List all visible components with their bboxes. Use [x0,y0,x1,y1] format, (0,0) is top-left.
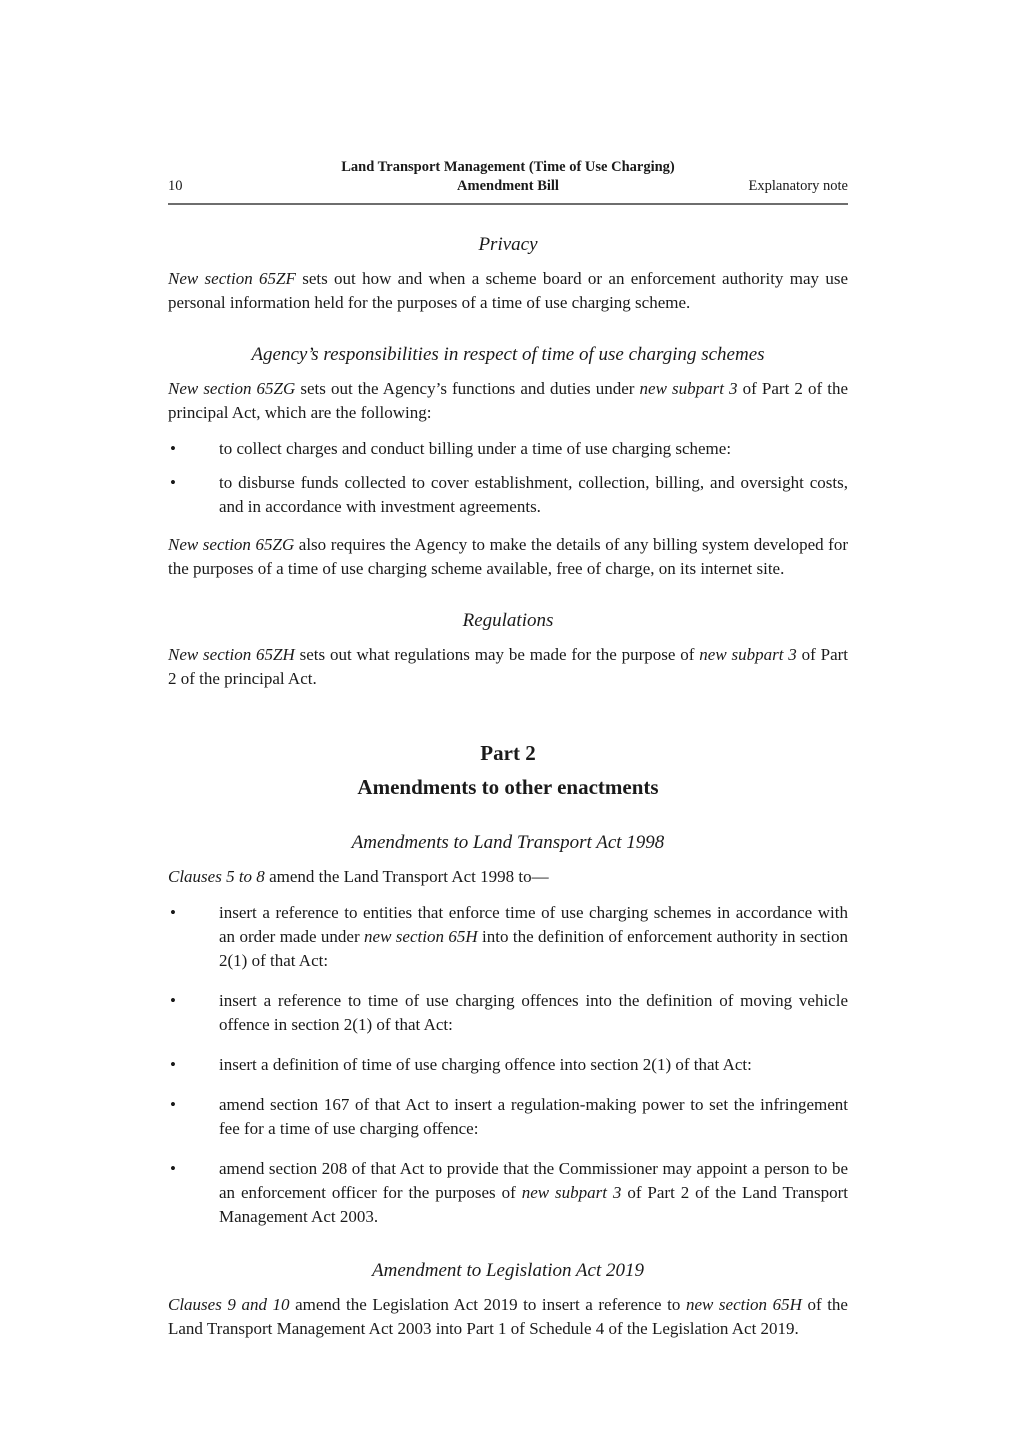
list-item-text-part1: insert a reference to time of use charging offences into the definition of moving vehicle offence in section 2(1) of that Act: [219,991,848,1034]
paragraph-regulations [168,643,848,691]
list-item-text-part1: insert a reference to entities that enforce time of use charging schemes in accordance with an order made under [219,903,848,946]
heading-land-transport-act-1998: Amendments to Land Transport Act 1998 [351,832,665,853]
list-land-transport-act-amendments [168,901,848,1229]
list-item-text-part1: amend section 167 of that Act to insert a regulation-making power to set the infringement fee for a time of use charging offence: [219,1095,848,1138]
italic-ref-new-subpart-3-s208: new subpart 3 [521,1183,622,1202]
list-item-text-part1: insert a definition of time of use charging offence into section 2(1) of that Act: [219,1055,752,1074]
italic-ref-65zg-second: New section 65ZG [168,535,295,554]
list-item-text-part2: of Part 2 of the Land Transport Management Act 2003. [219,1183,848,1226]
paragraph-regulations-mid: sets out what regulations may be made for the purpose of [294,645,700,664]
bullet-icon: • [170,991,176,1010]
running-head-title [168,158,848,196]
document-page [168,0,848,1341]
list-item [168,901,848,973]
paragraph-legislation-mid: amend the Legislation Act 2019 to insert a reference to [289,1295,686,1314]
running-head-title-line1: Land Transport Management (Time of Use Charging) [341,159,675,175]
paragraph-agency-intro-end: of Part 2 of the principal Act, which are the following: [168,379,849,422]
list-agency-functions [168,437,848,519]
document-section-label: Explanatory note [748,178,848,194]
header-rule [168,203,848,205]
list-item-text: to collect charges and conduct billing under a time of use charging scheme: [219,439,732,458]
italic-ref-65zh: New section 65ZH [168,645,295,664]
italic-ref-new-section-65h: new section 65H [364,927,478,946]
heading-agency-responsibilities: Agency’s responsibilities in respect of time of use charging schemes [251,344,765,365]
paragraph-agency-billing-rest: also requires the Agency to make the details of any billing system developed for the purposes of a time of use charging scheme available, free of charge, on its internet site. [168,535,848,578]
paragraph-legislation-end: of the Land Transport Management Act 2003 into Part 1 of Schedule 4 of the Legislation Act 2019. [168,1295,848,1338]
list-item [168,989,848,1037]
part-number: Part 2 [480,741,536,765]
list-item-text-part2: into the definition of enforcement authority in section 2(1) of that Act: [219,927,848,970]
paragraph-agency-intro [168,377,848,425]
heading-privacy: Privacy [478,234,538,255]
part-heading-block [168,739,848,801]
italic-ref-new-subpart-3: new subpart 3 [639,379,738,398]
heading-regulations: Regulations [462,610,554,631]
paragraph-clauses-9-and-10 [168,1293,848,1341]
paragraph-agency-intro-mid: sets out the Agency’s functions and duties under [295,379,640,398]
list-item-text: to disburse funds collected to cover establishment, collection, billing, and oversight costs, and in accordance with investment agreements. [219,473,848,516]
list-item [168,1157,848,1229]
paragraph-clauses-5-to-8-rest: amend the Land Transport Act 1998 to— [264,867,549,886]
running-head [168,158,848,198]
italic-ref-clauses-9-and-10: Clauses 9 and 10 [168,1295,290,1314]
bullet-icon: • [170,1095,176,1114]
bullet-icon: • [170,1159,176,1178]
list-item-text-part1: amend section 208 of that Act to provide that the Commissioner may appoint a person to be an enforcement officer for the purposes of [219,1159,848,1202]
list-item [168,471,848,519]
italic-ref-new-section-65h-leg: new section 65H [685,1295,802,1314]
bullet-icon: • [170,1055,176,1074]
bullet-icon: • [170,903,176,922]
bullet-icon: • [170,473,176,492]
heading-legislation-act-2019: Amendment to Legislation Act 2019 [372,1260,644,1281]
italic-ref-new-subpart-3-reg: new subpart 3 [699,645,797,664]
paragraph-agency-billing [168,533,848,581]
list-item [168,437,848,461]
paragraph-privacy [168,267,848,315]
list-item [168,1053,848,1077]
paragraph-clauses-5-to-8 [168,865,848,889]
italic-ref-65zf: New section 65ZF [168,269,296,288]
italic-ref-65zg: New section 65ZG [168,379,296,398]
list-item [168,1093,848,1141]
italic-ref-clauses-5-to-8: Clauses 5 to 8 [168,867,265,886]
part-title: Amendments to other enactments [357,775,659,799]
paragraph-regulations-end: of Part 2 of the principal Act. [168,645,849,688]
paragraph-privacy-rest: sets out how and when a scheme board or an enforcement authority may use personal information held for the purposes of a time of use charging scheme. [168,269,848,312]
bullet-icon: • [170,439,176,458]
running-head-title-line2: Amendment Bill [457,178,559,194]
page-number: 10 [168,178,183,194]
